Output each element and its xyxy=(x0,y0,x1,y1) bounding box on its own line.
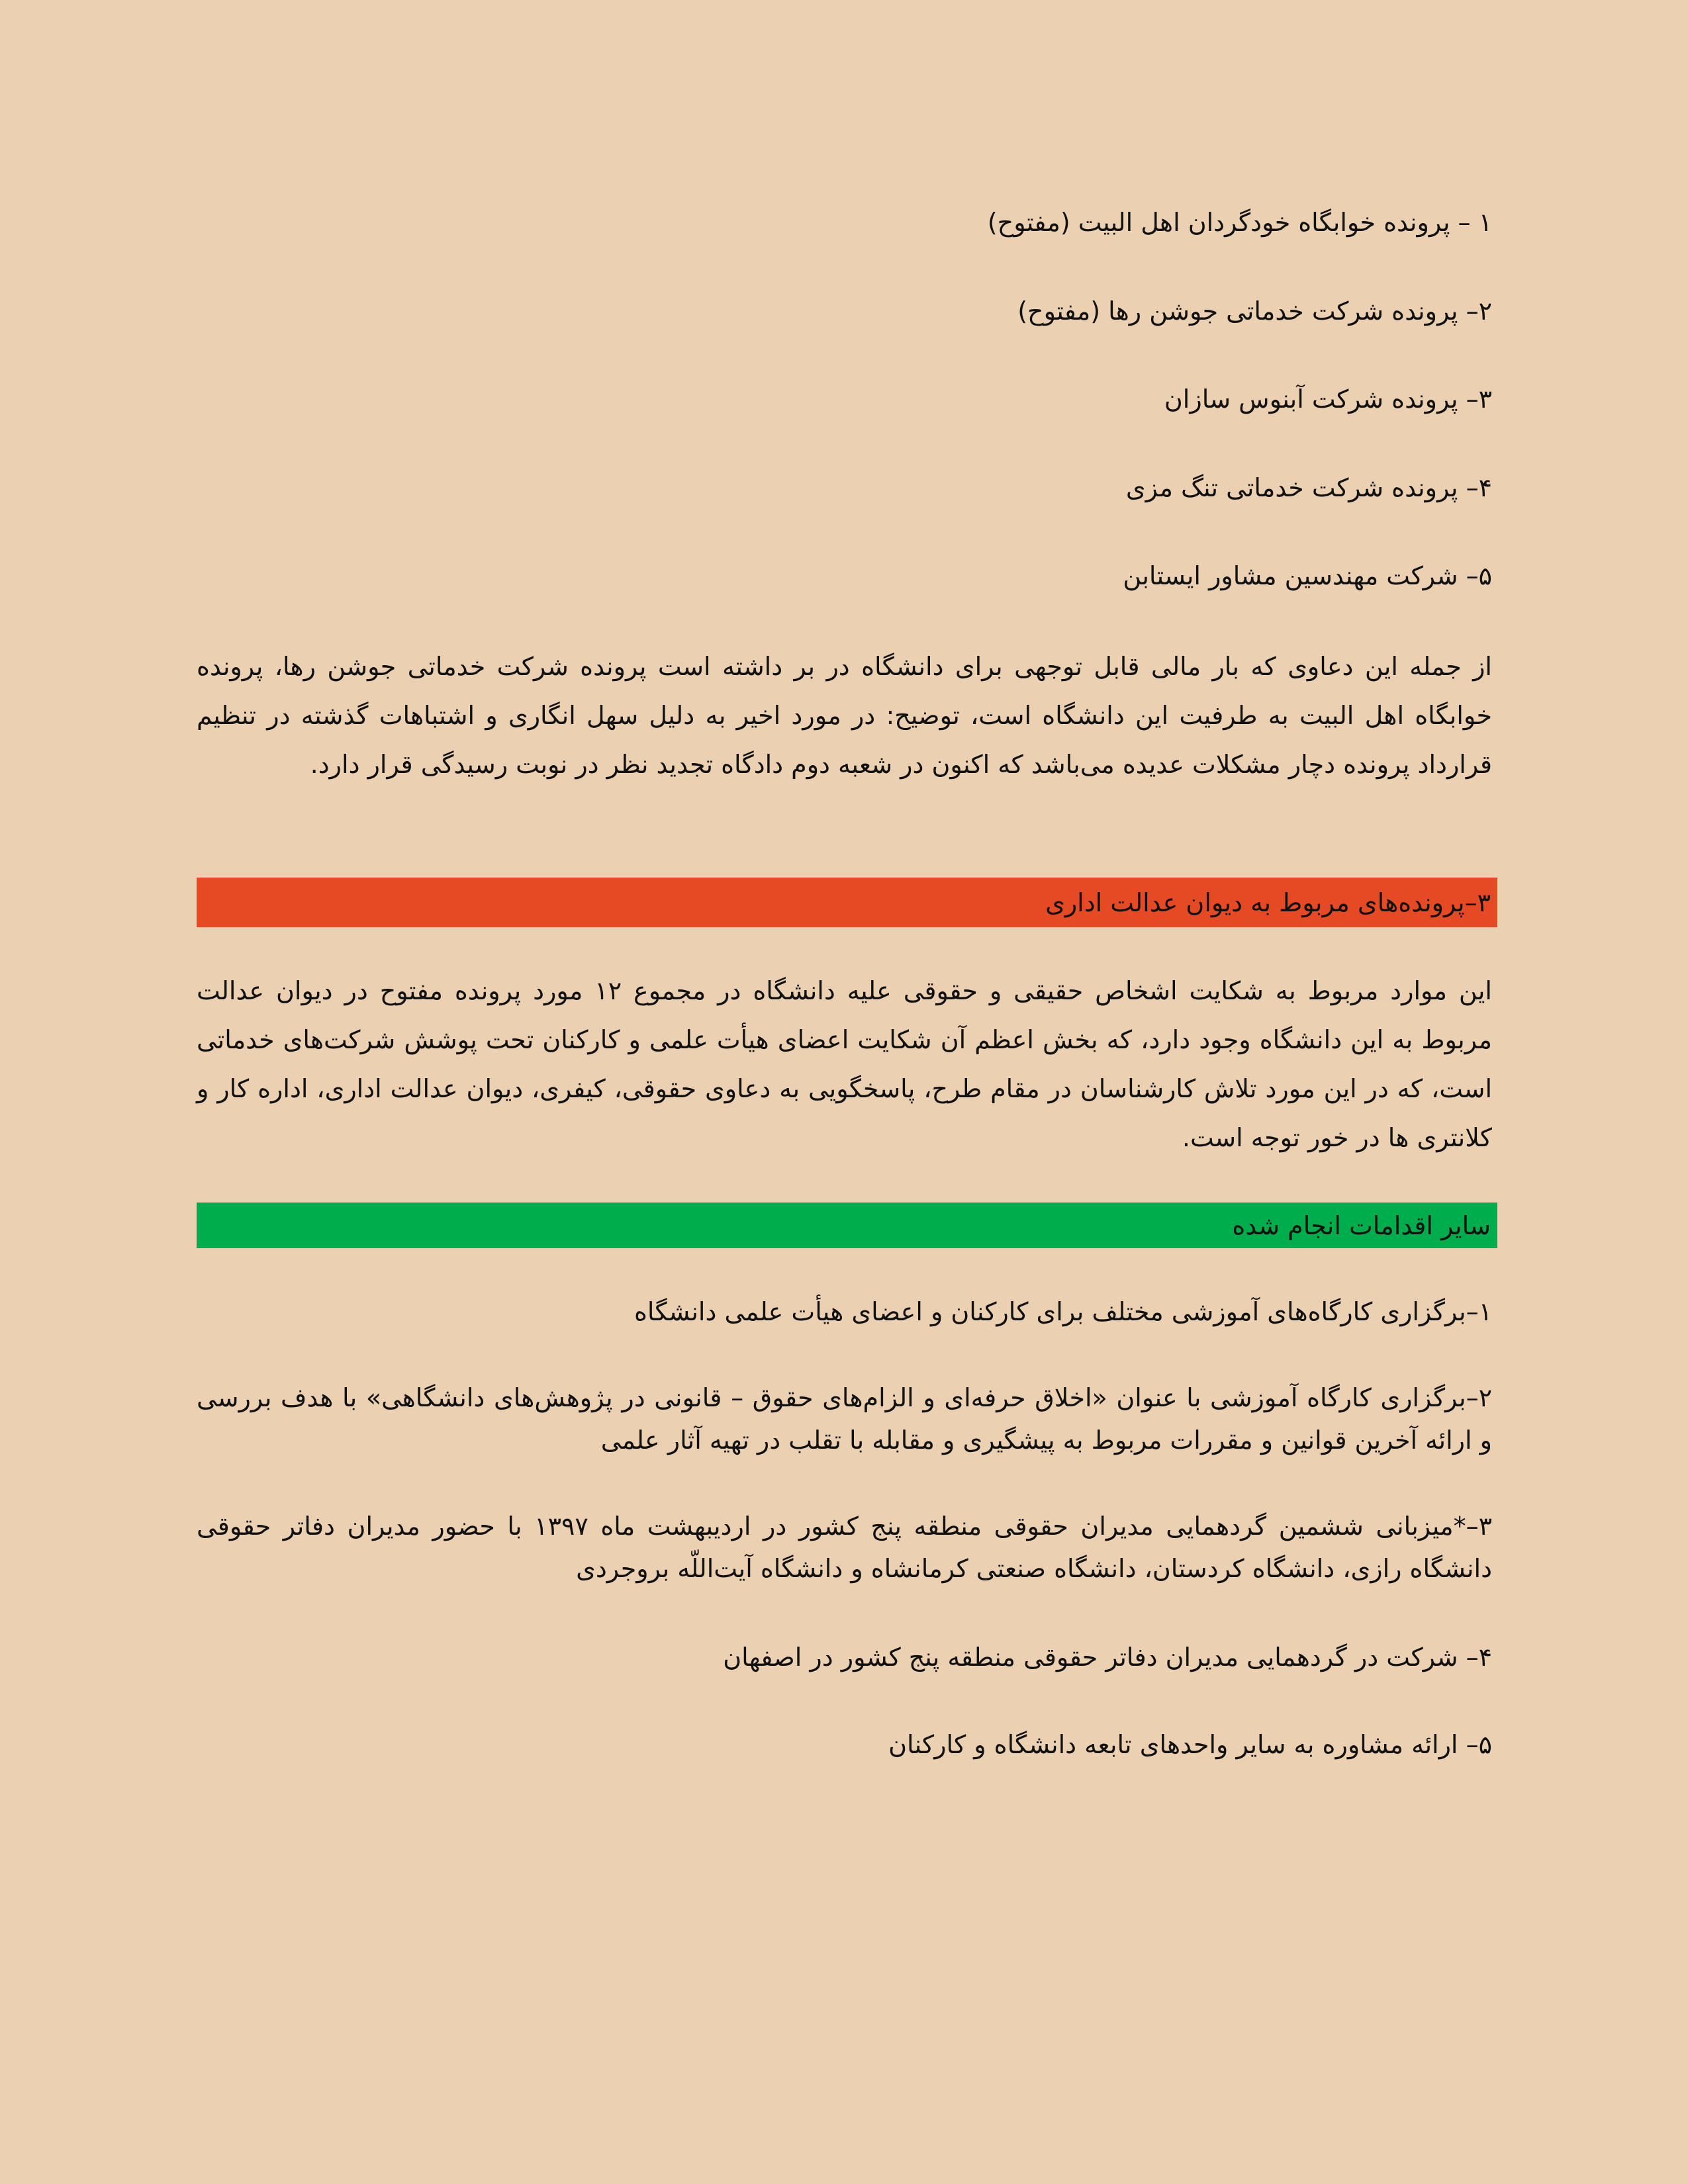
action-item-1: ۱–برگزاری کارگاه‌های آموزشی مختلف برای کارکنان و اعضای هیأت علمی دانشگاه xyxy=(633,1297,1492,1326)
action-item-2: ۲–برگزاری کارگاه آموزشی با عنوان «اخلاق حرفه‌ای و الزام‌های حقوق – قانونی در پژوهش‌های دانشگاهی» با هدف بررسی و ارائه آخرین قوانین و مقررات مربوط به پیشگیری و مقابله با تقلب در تهیه آثار علمی xyxy=(197,1383,1492,1455)
cases-paragraph: از جمله این دعاوی که بار مالی قابل توجهی برای دانشگاه در بر داشته است پرونده شرکت خدماتی جوشن رها، پرونده خوابگاه اهل البیت به طرفیت این دانشگاه است، توضیح: در مورد اخیر به دلیل سهل انگاری و اشتباهات گذشته در تنظیم قرارداد پرونده دچار مشکلات عدیده می‌باشد که اکنون در شعبه دوم دادگاه تجدید نظر در نوبت رسیدگی قرار دارد. xyxy=(197,652,1492,779)
case-item-3: ۳– پرونده شرکت آبنوس سازان xyxy=(1164,385,1492,414)
case-item-2: ۲– پرونده شرکت خدماتی جوشن رها (مفتوح) xyxy=(1017,296,1492,326)
case-item-1: ۱ – پرونده خوابگاه خودگردان اهل البیت (مفتوح) xyxy=(987,208,1492,237)
section-heading-admin-court-text: ۳–پرونده‌های مربوط به دیوان عدالت اداری xyxy=(1045,887,1491,917)
case-item-5: ۵– شرکت مهندسین مشاور ایستابن xyxy=(1123,561,1492,590)
admin-court-paragraph: این موارد مربوط به شکایت اشخاص حقیقی و حقوقی علیه دانشگاه در مجموع ۱۲ مورد پرونده مفتوح در دیوان عدالت مربوط به این دانشگاه وجود دارد، که بخش اعظم آن شکایت اعضای هیأت علمی و کارکنان تحت پوشش شرکت‌های خدماتی است، که در این مورد تلاش کارشناسان در مقام طرح، پاسخگویی به دعاوی حقوقی، کیفری، دیوان عدالت اداری، اداره کار و کلانتری ها در خور توجه است. xyxy=(197,976,1492,1152)
action-item-5: ۵– ارائه مشاوره به سایر واحدهای تابعه دانشگاه و کارکنان xyxy=(888,1730,1492,1759)
section-heading-admin-court xyxy=(197,878,1497,927)
document-page xyxy=(197,0,1497,2184)
action-item-3: ۳–*میزبانی ششمین گردهمایی مدیران حقوقی منطقه پنج کشور در اردیبهشت ماه ۱۳۹۷ با حضور مدیران دفاتر حقوقی دانشگاه رازی، دانشگاه کردستان، دانشگاه صنعتی کرمانشاه و دانشگاه آیت‌اللّه بروجردی xyxy=(197,1512,1492,1583)
case-item-4: ۴– پرونده شرکت خدماتی تنگ مزی xyxy=(1125,473,1492,502)
section-heading-other-actions-text: سایر اقدامات انجام شده xyxy=(1232,1210,1491,1240)
action-item-4: ۴– شرکت در گردهمایی مدیران دفاتر حقوقی منطقه پنج کشور در اصفهان xyxy=(723,1643,1492,1672)
section-heading-other-actions xyxy=(197,1203,1497,1248)
